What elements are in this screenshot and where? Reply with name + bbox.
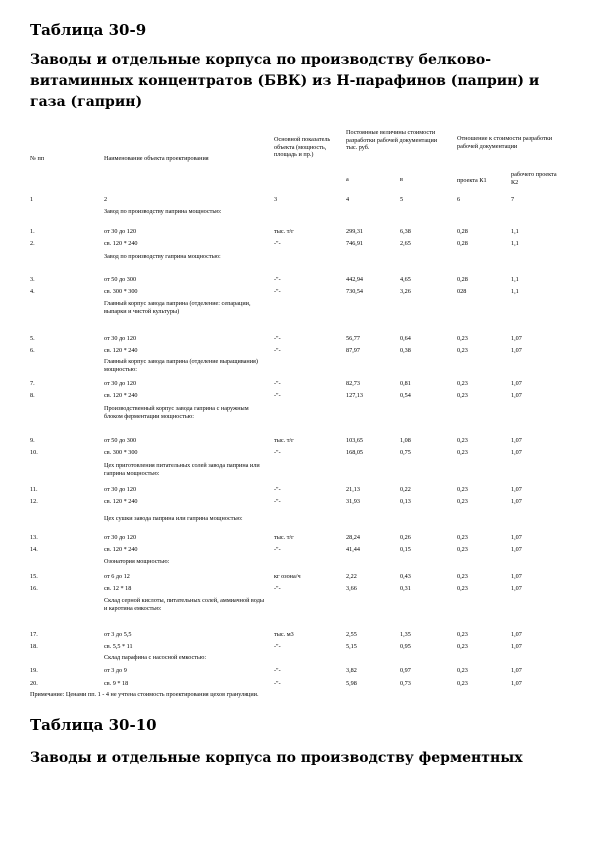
- cell-a: 41,44: [346, 546, 360, 553]
- cell-name: св. 120 * 240: [104, 347, 138, 354]
- table-title-2: Таблица 30-10: [30, 716, 157, 734]
- header-num: № пп: [30, 155, 45, 162]
- cell-a: 442,94: [346, 276, 364, 283]
- cell-n: 9.: [30, 437, 35, 444]
- cell-k2: 1,07: [511, 667, 522, 674]
- cell-unit: -"-: [274, 667, 281, 674]
- cell-k1: 0,28: [457, 276, 468, 283]
- cell-a: 299,31: [346, 228, 364, 235]
- header-ratio: Отношение к стоимости разработки рабочей документации: [457, 135, 553, 150]
- cell-v: 0,43: [400, 573, 411, 580]
- colnum-5: 5: [400, 196, 404, 203]
- cell-k2: 1,1: [511, 288, 519, 295]
- cell-n: 10.: [30, 449, 38, 456]
- cell-a: 82,73: [346, 380, 360, 387]
- colnum-7: 7: [511, 196, 515, 203]
- cell-k2: 1,1: [511, 240, 519, 247]
- colnum-6: 6: [457, 196, 461, 203]
- cell-n: 15.: [30, 573, 38, 580]
- cell-k2: 1,07: [511, 392, 522, 399]
- table-title: Таблица 30-9: [30, 21, 147, 39]
- cell-v: 0,15: [400, 546, 411, 553]
- cell-n: 16.: [30, 585, 38, 592]
- cell-a: 87,97: [346, 347, 360, 354]
- cell-a: 31,93: [346, 498, 360, 505]
- cell-n: 4.: [30, 288, 35, 295]
- cell-n: 1.: [30, 228, 35, 235]
- cell-name: от 30 до 120: [104, 534, 137, 541]
- cell-unit: -"-: [274, 546, 281, 553]
- cell-name: св. 120 * 240: [104, 546, 138, 553]
- section-heading: Склад парафина с насосной емкостью:: [104, 654, 207, 661]
- cell-unit: -"-: [274, 335, 281, 342]
- cell-n: 7.: [30, 380, 35, 387]
- cell-v: 0,31: [400, 585, 411, 592]
- cell-v: 0,22: [400, 486, 411, 493]
- cell-name: от 3 до 9: [104, 667, 127, 674]
- cell-unit: -"-: [274, 288, 281, 295]
- cell-k2: 1,07: [511, 335, 522, 342]
- cell-v: 2,65: [400, 240, 411, 247]
- cell-unit: -"-: [274, 347, 281, 354]
- cell-v: 0,75: [400, 449, 411, 456]
- cell-unit: тыс. т/г: [274, 534, 294, 541]
- cell-k1: 0,23: [457, 631, 468, 638]
- table-note: Примечание: Ценами пп. 1 - 4 не учтена стоимость проектирования цехов грануляции.: [30, 691, 259, 698]
- colnum-1: 1: [30, 196, 34, 203]
- cell-v: 0,38: [400, 347, 411, 354]
- cell-k2: 1,07: [511, 573, 522, 580]
- cell-a: 21,13: [346, 486, 360, 493]
- cell-unit: тыс. м3: [274, 631, 294, 638]
- colnum-4: 4: [346, 196, 350, 203]
- cell-k2: 1,07: [511, 534, 522, 541]
- cell-v: 0,26: [400, 534, 411, 541]
- cell-k1: 0,23: [457, 486, 468, 493]
- cell-a: 3,82: [346, 667, 357, 674]
- cell-a: 730,54: [346, 288, 364, 295]
- cell-unit: -"-: [274, 240, 281, 247]
- cell-unit: -"-: [274, 380, 281, 387]
- section-heading: Озонатория мощностью:: [104, 558, 170, 565]
- cell-k1: 0,23: [457, 335, 468, 342]
- cell-name: от 30 до 120: [104, 380, 137, 387]
- cell-k2: 1,07: [511, 680, 522, 687]
- cell-k1: 0,23: [457, 392, 468, 399]
- cell-k1: 0,23: [457, 347, 468, 354]
- cell-k1: 0,23: [457, 437, 468, 444]
- cell-unit: -"-: [274, 392, 281, 399]
- cell-unit: тыс. т/г: [274, 228, 294, 235]
- cell-n: 19.: [30, 667, 38, 674]
- cell-v: 0,95: [400, 643, 411, 650]
- cell-a: 56,77: [346, 335, 360, 342]
- cell-name: св. 300 * 300: [104, 288, 138, 295]
- cell-v: 0,73: [400, 680, 411, 687]
- cell-n: 18.: [30, 643, 38, 650]
- cell-k2: 1,07: [511, 585, 522, 592]
- cell-v: 0,97: [400, 667, 411, 674]
- section-heading: Завод по производству паприна мощностью:: [104, 208, 222, 215]
- cell-a: 168,05: [346, 449, 364, 456]
- header-a: а: [346, 176, 349, 183]
- colnum-2: 2: [104, 196, 108, 203]
- cell-unit: -"-: [274, 498, 281, 505]
- section-heading: Главный корпус завода паприна (отделение выращивания) мощностью:: [104, 358, 258, 373]
- cell-k2: 1,07: [511, 643, 522, 650]
- cell-k1: 0,23: [457, 380, 468, 387]
- section-heading: Завод по производству гаприна мощностью:: [104, 253, 221, 260]
- table-subtitle-2: Заводы и отдельные корпуса по производству ферментных: [30, 750, 523, 766]
- cell-k2: 1,1: [511, 228, 519, 235]
- cell-n: 6.: [30, 347, 35, 354]
- cell-v: 0,13: [400, 498, 411, 505]
- cell-name: св. 5,5 * 11: [104, 643, 133, 650]
- cell-k2: 1,07: [511, 437, 522, 444]
- cell-k2: 1,07: [511, 347, 522, 354]
- cell-k1: 0,23: [457, 449, 468, 456]
- cell-a: 2,22: [346, 573, 357, 580]
- cell-a: 5,15: [346, 643, 357, 650]
- cell-name: от 50 до 300: [104, 437, 137, 444]
- cell-a: 103,65: [346, 437, 364, 444]
- colnum-3: 3: [274, 196, 278, 203]
- cell-k2: 1,07: [511, 546, 522, 553]
- cell-name: от 30 до 120: [104, 335, 137, 342]
- cell-unit: -"-: [274, 449, 281, 456]
- cell-k1: 0,23: [457, 573, 468, 580]
- cell-name: св. 120 * 240: [104, 498, 138, 505]
- cell-k1: 0,23: [457, 680, 468, 687]
- cell-a: 28,24: [346, 534, 360, 541]
- cell-name: от 50 до 300: [104, 276, 137, 283]
- cell-n: 5.: [30, 335, 35, 342]
- header-proj: проекта К1: [457, 177, 487, 184]
- cell-name: от 6 до 12: [104, 573, 130, 580]
- header-name: Наименование объекта проектирования: [104, 155, 209, 162]
- cell-k1: 0,23: [457, 667, 468, 674]
- cell-v: 1,35: [400, 631, 411, 638]
- cell-name: св. 9 * 18: [104, 680, 129, 687]
- cell-unit: -"-: [274, 680, 281, 687]
- cell-k2: 1,07: [511, 449, 522, 456]
- cell-k2: 1,07: [511, 486, 522, 493]
- section-heading: Цех приготовления питательных солей завода паприна или гаприна мощностью:: [104, 462, 260, 477]
- section-heading: Цех сушки завода паприна или гаприна мощностью:: [104, 515, 243, 522]
- cell-v: 0,54: [400, 392, 411, 399]
- cell-k2: 1,1: [511, 276, 519, 283]
- cell-n: 12.: [30, 498, 38, 505]
- cell-unit: -"-: [274, 643, 281, 650]
- table-subtitle: Заводы и отдельные корпуса по производству белково-витаминных концентратов (БВК) из Н-парафинов (паприн) и газа (гаприн): [30, 52, 540, 110]
- cell-unit: -"-: [274, 276, 281, 283]
- cell-v: 3,26: [400, 288, 411, 295]
- cell-a: 746,91: [346, 240, 364, 247]
- section-heading: Производственный корпус завода гаприна с наружным блоком ферментации мощностью:: [104, 405, 249, 420]
- cell-k2: 1,07: [511, 631, 522, 638]
- cell-a: 127,13: [346, 392, 364, 399]
- cell-n: 14.: [30, 546, 38, 553]
- cell-n: 8.: [30, 392, 35, 399]
- cell-n: 20.: [30, 680, 38, 687]
- cell-name: св. 120 * 240: [104, 240, 138, 247]
- cell-a: 2,55: [346, 631, 357, 638]
- cell-a: 5,98: [346, 680, 357, 687]
- header-work: рабочего проекта К2: [511, 171, 557, 186]
- cell-v: 0,81: [400, 380, 411, 387]
- cell-v: 6,38: [400, 228, 411, 235]
- header-v: в: [400, 176, 403, 183]
- cell-k1: 0,23: [457, 585, 468, 592]
- section-heading: Главный корпус завода паприна (отделение: сепарации, выпарки и чистой культуры): [104, 300, 251, 315]
- cell-n: 17.: [30, 631, 38, 638]
- cell-n: 13.: [30, 534, 38, 541]
- cell-name: от 30 до 120: [104, 228, 137, 235]
- cell-n: 3.: [30, 276, 35, 283]
- cell-k1: 0,23: [457, 498, 468, 505]
- cell-k1: 0,28: [457, 228, 468, 235]
- cell-unit: -"-: [274, 486, 281, 493]
- cell-name: св. 120 * 240: [104, 392, 138, 399]
- section-heading: Склад серной кислоты, питательных солей, аммиачной воды и каротина емкостью:: [104, 597, 265, 612]
- cell-v: 0,64: [400, 335, 411, 342]
- cell-unit: тыс. т/г: [274, 437, 294, 444]
- header-param: Основной показатель объекта (мощность, площадь и пр.): [274, 136, 331, 159]
- header-const: Постоянные величины стоимости разработки рабочей документации тыс. руб.: [346, 129, 438, 152]
- cell-k1: 0,28: [457, 240, 468, 247]
- cell-n: 2.: [30, 240, 35, 247]
- cell-name: от 30 до 120: [104, 486, 137, 493]
- cell-k1: 0,23: [457, 643, 468, 650]
- cell-v: 4,65: [400, 276, 411, 283]
- cell-v: 1,08: [400, 437, 411, 444]
- cell-k1: 028: [457, 288, 467, 295]
- cell-name: от 3 до 5,5: [104, 631, 132, 638]
- cell-unit: кг озона/ч: [274, 573, 301, 580]
- cell-unit: -"-: [274, 585, 281, 592]
- cell-name: св. 300 * 300: [104, 449, 138, 456]
- cell-k2: 1,07: [511, 380, 522, 387]
- cell-a: 3,66: [346, 585, 357, 592]
- cell-n: 11.: [30, 486, 38, 493]
- cell-k2: 1,07: [511, 498, 522, 505]
- cell-k1: 0,23: [457, 546, 468, 553]
- cell-k1: 0,23: [457, 534, 468, 541]
- cell-name: св. 12 * 18: [104, 585, 132, 592]
